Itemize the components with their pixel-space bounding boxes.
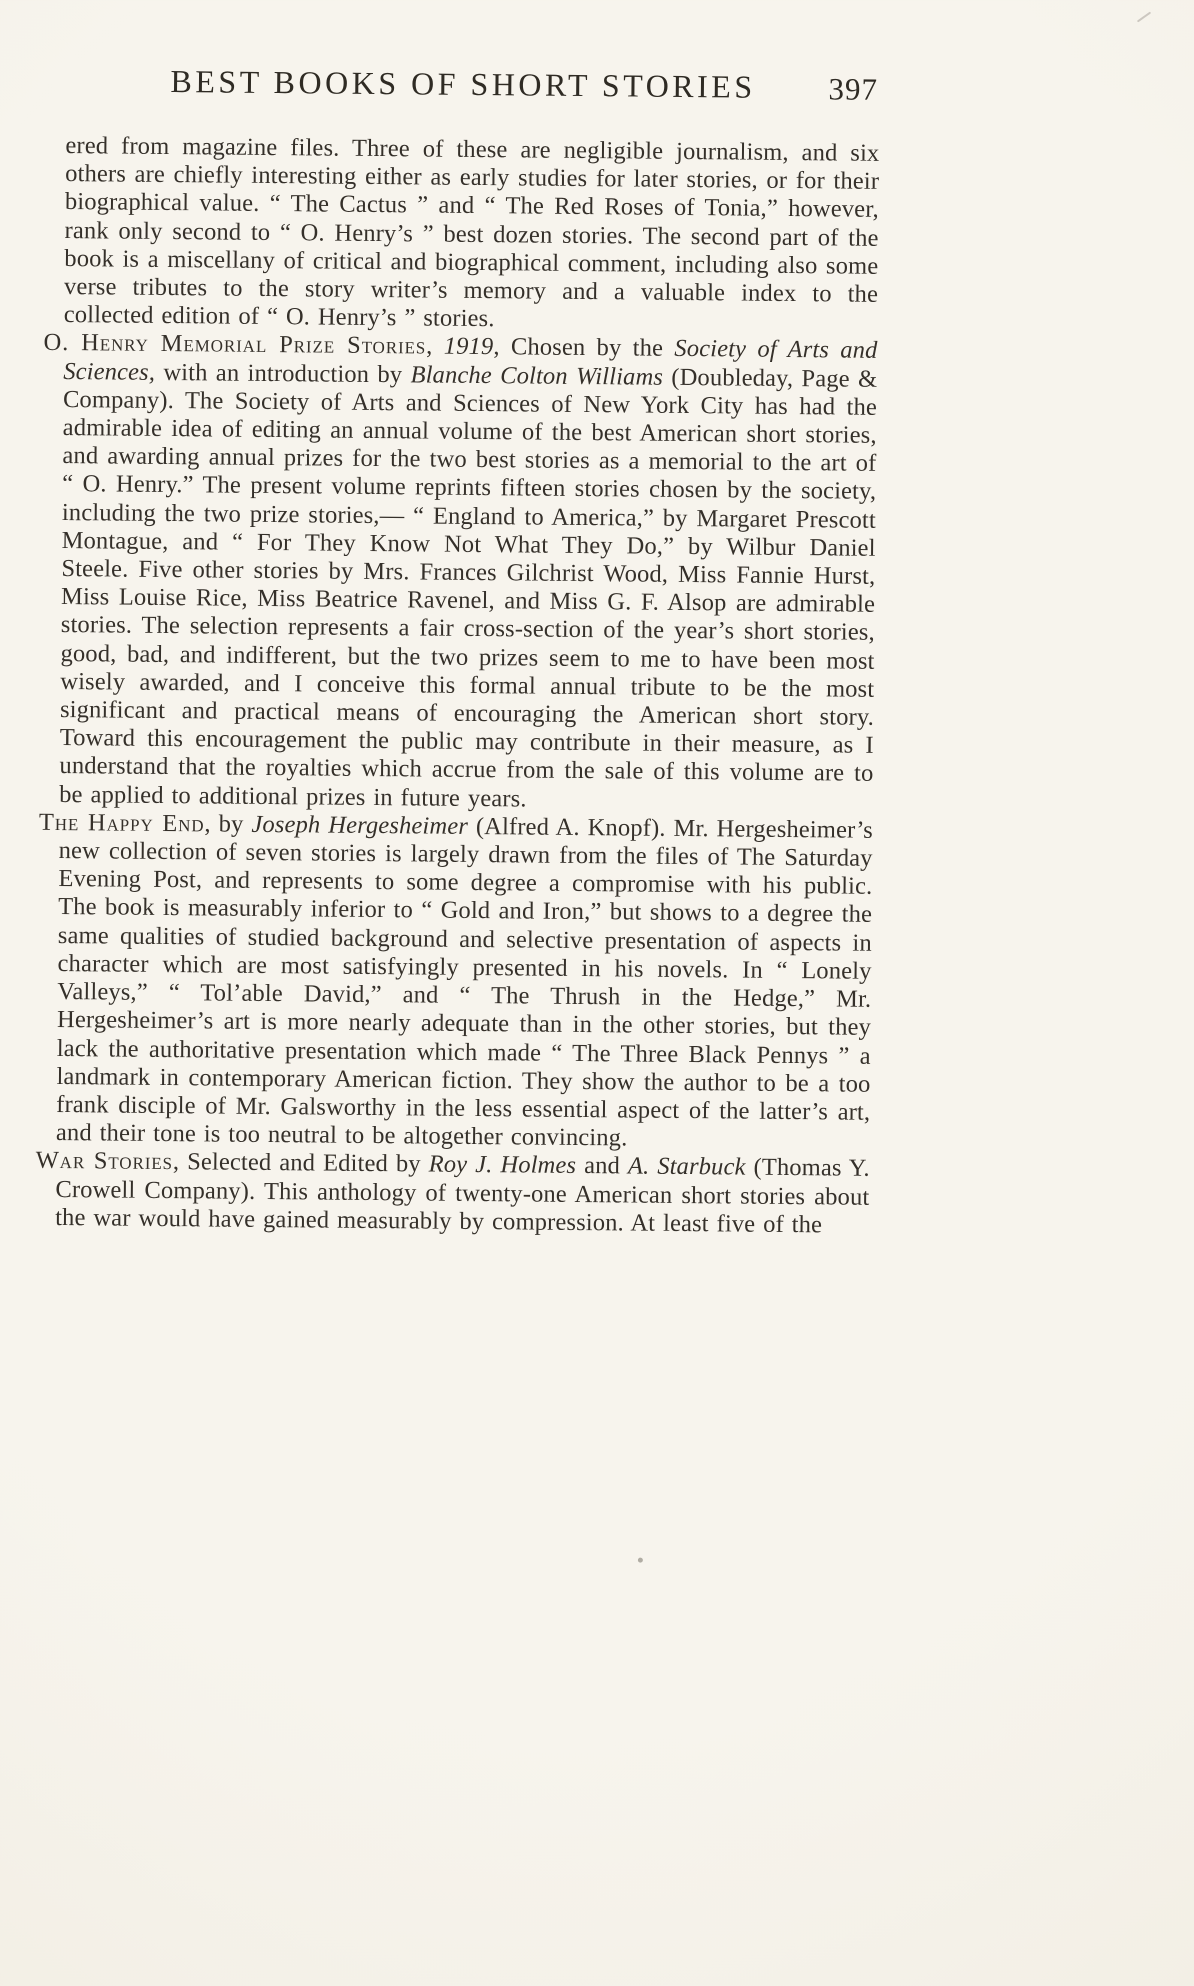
page-number: 397	[828, 71, 879, 107]
text-segment-plain: , Chosen by the	[493, 333, 675, 363]
text-block	[35, 132, 880, 1240]
text-segment-plain: and	[576, 1152, 629, 1180]
text-segment-plain: , Selected and Edited by	[172, 1148, 429, 1178]
text-segment-smallcaps: The Happy End	[38, 808, 205, 838]
scan-content	[1, 0, 1194, 1239]
text-segment-plain: ,	[426, 332, 444, 361]
text-segment-plain: with an introduction by	[154, 358, 411, 388]
text-segment-smallcaps: O. Henry Memorial Prize Stories	[43, 329, 427, 360]
text-segment-smallcaps: War Stories	[35, 1147, 174, 1176]
text-segment-italic: Roy J. Holmes	[428, 1150, 577, 1180]
entry-the-happy-end	[38, 808, 874, 1155]
text-segment-plain: (Alfred A. Knopf). Mr. Hergesheimer’s new collection of seven stories is largely drawn from the files of The Saturday Evening Post, and represents to some degree a compromise with his public. The book is measurably inferior to “ Gold and Iron,” but shows to a degree the same qualities of studied background and selective presentation of aspects in character which are most satisfyingly presented in his novels. In “ Lonely Valleys,” “ Tol’able David,” and “ The Thrush in the Hedge,” Mr. Hergesheimer’s art is more nearly adequate than in the other stories, but they lack the authoritative presentation which made “ The Three Black Pennys ” a landmark in contemporary American fiction. They show the author to be a too frank disciple of Mr. Galsworthy in the less essential aspect of the latter’s art, and their tone is too neutral to be altogether convincing.	[55, 812, 874, 1152]
scan-speck	[638, 1558, 643, 1563]
text-segment-plain: (Doubleday, Page & Company). The Society of Arts and Sciences of New York City has had the admirable idea of editing an annual volume of the best American short stories, and awarding annual prizes for the two best stories as a memorial to the art of “ O. Henry.” The present volume reprints fifteen stories chosen by the society, including the two prize stories,— “ England to America,” by Margaret Prescott Montague, and “ For They Know Not What They Do,” by Wilbur Daniel Steele. Five other stories by Mrs. Frances Gilchrist Wood, Miss Fannie Hurst, Miss Louise Rice, Miss Beatrice Ravenel, and Miss G. F. Alsop are admirable stories. The selection represents a fair cross-section of the year’s short stories, good, bad, and indifferent, but the two prizes seem to me to have been most wisely awarded, and I conceive this formal annual tribute to be the most significant and practical means of encouraging the American short story. Toward this encouragement the public may contribute in their measure, as I understand that the royalties which accrue from the sale of this volume are to be applied to additional prizes in future years.	[59, 363, 878, 813]
text-segment-italic: Joseph Hergesheimer	[251, 810, 469, 840]
text-segment-plain: (Thomas Y. Crowell Company). This anthology of twenty-one American short stories about the war would have gained measurably by compression. At least five of the	[55, 1153, 870, 1239]
page-header	[46, 62, 880, 114]
text-segment-italic: 1919	[443, 333, 494, 361]
text-segment-italic: Society of Arts and Sciences,	[63, 335, 878, 386]
text-segment-plain: , by	[204, 810, 252, 838]
text-segment-italic: Blanche Colton Williams	[410, 360, 664, 391]
entry-war-stories	[35, 1147, 870, 1239]
entry-o-henry-memorial-prize-stories	[43, 329, 878, 816]
scan-speck	[1137, 12, 1151, 23]
text-segment-plain: ered from magazine files. Three of these are negligible journalism, and six others are chiefly interesting either as early studies for later stories, or for their biographical value. “ The Cactus ” and “ The Red Roses of Tonia,” however, rank only second to “ O. Henry’s ” best dozen stories. The second part of the book is a miscellany of critical and biographical comment, including also some verse tributes to the story writer’s memory and a valuable index to the collected edition of “ O. Henry’s ” stories.	[63, 132, 880, 333]
running-title: BEST BOOKS OF SHORT STORIES	[170, 63, 756, 105]
paragraph-continuation	[64, 132, 880, 337]
text-segment-italic: A. Starbuck	[627, 1152, 746, 1181]
